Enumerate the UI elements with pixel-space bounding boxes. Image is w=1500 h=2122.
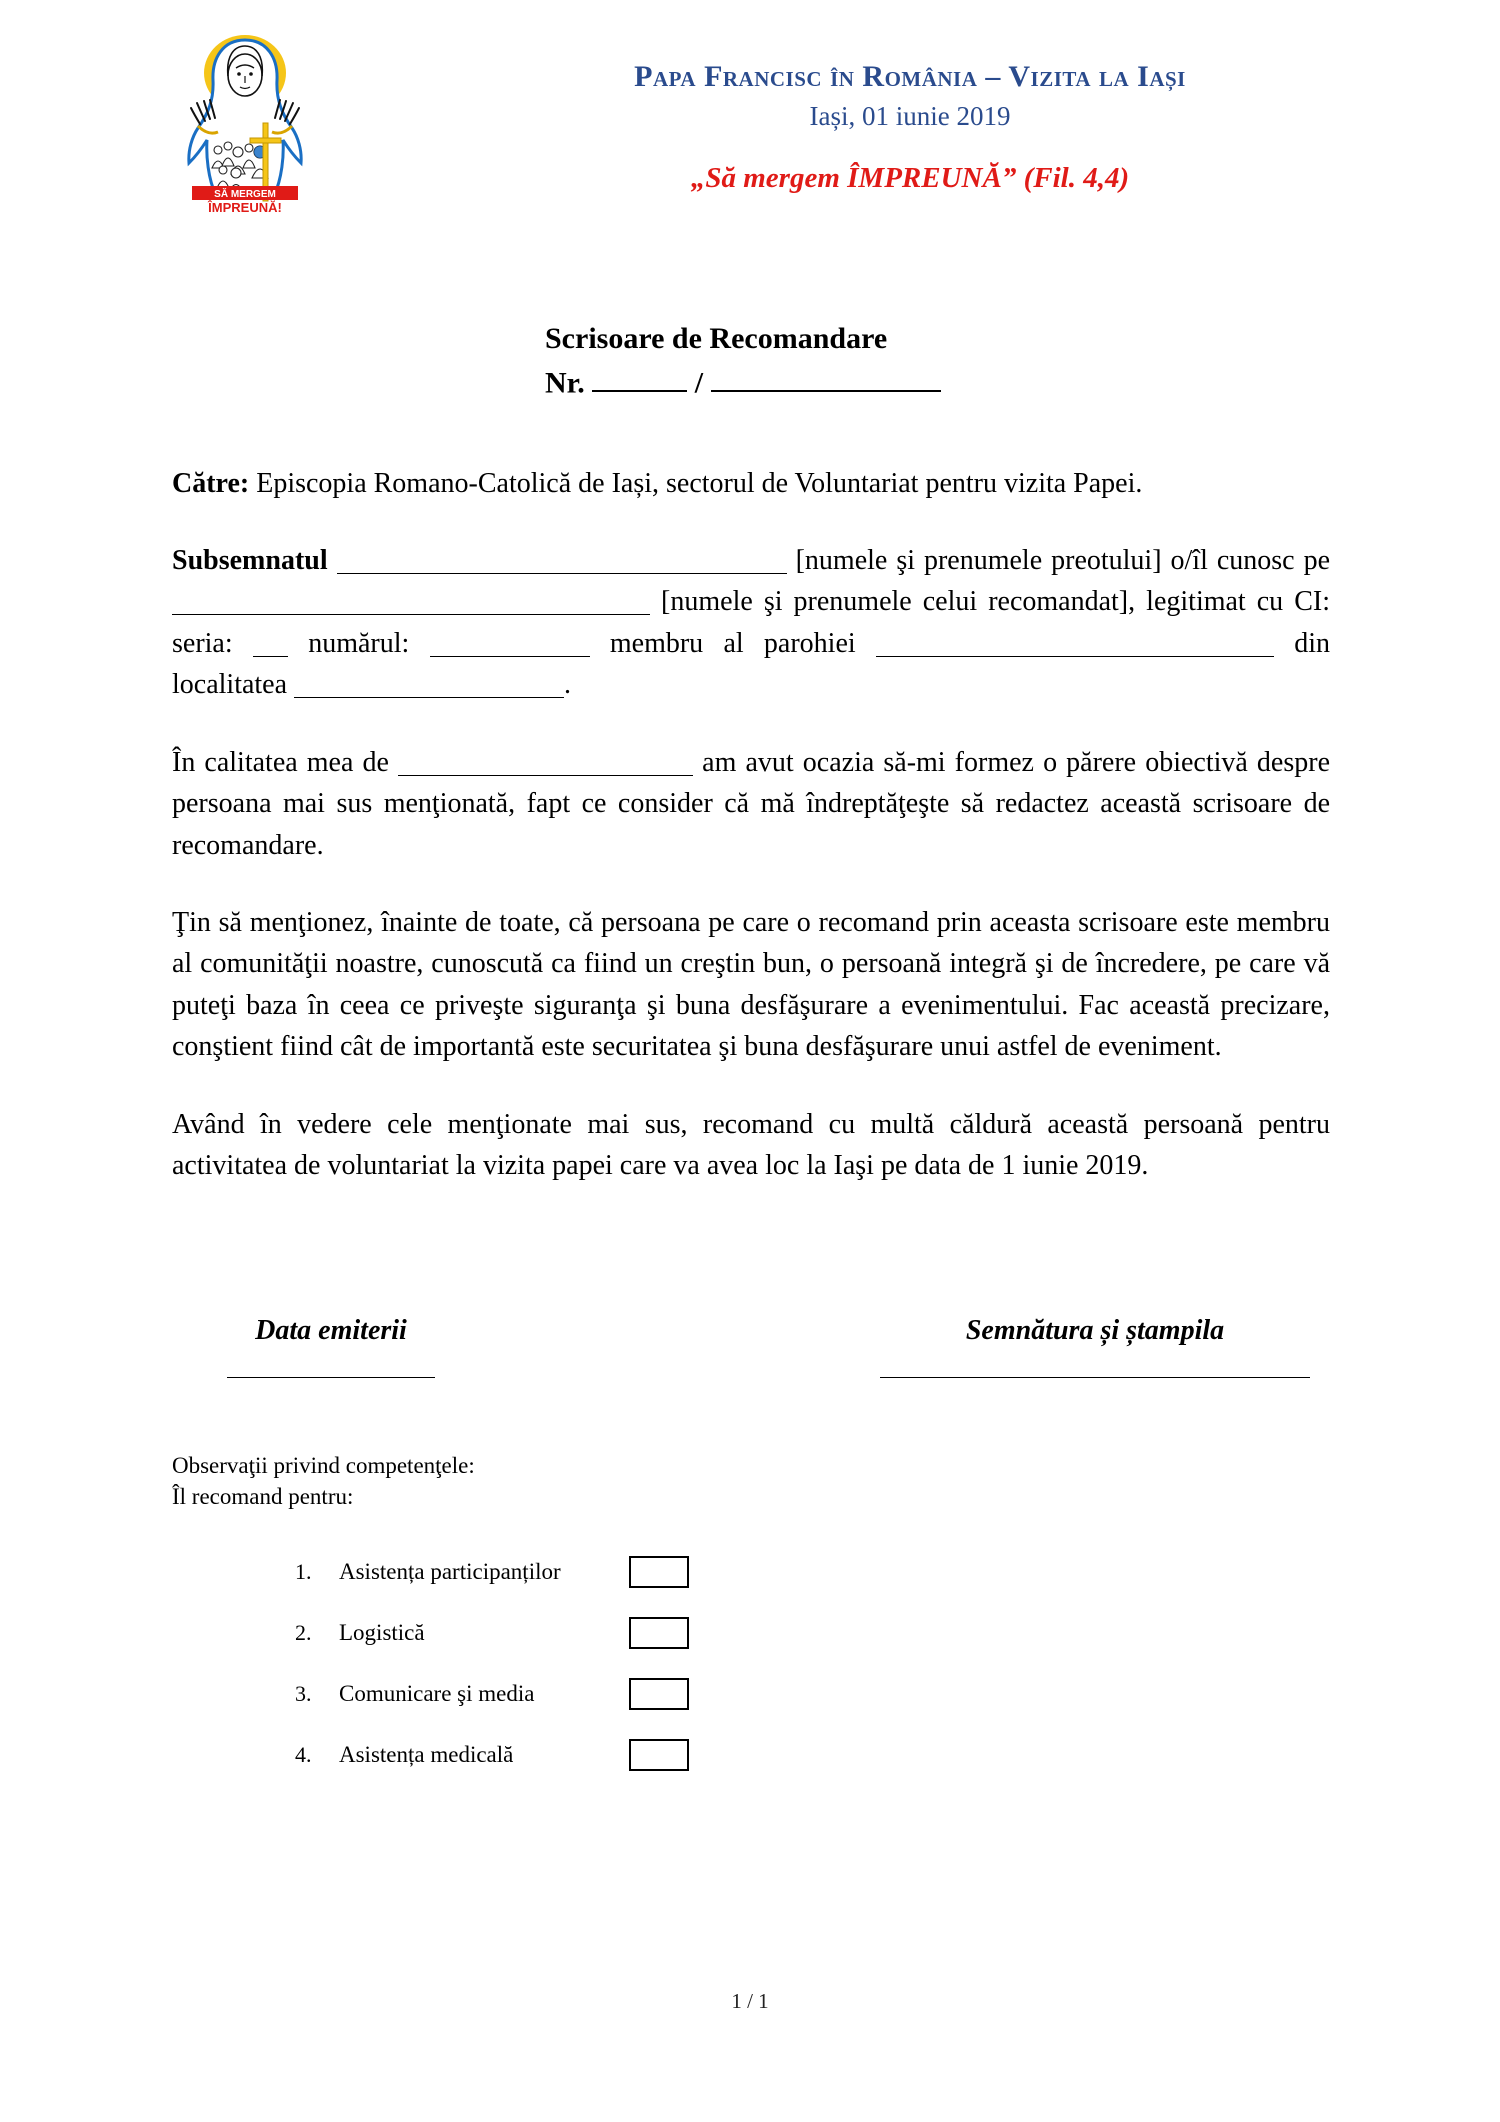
capacity-blank[interactable] [398, 748, 693, 776]
locality-blank[interactable] [294, 670, 564, 698]
priest-name-hint: [numele şi prenumele preotului] o/îl cunosc pe [795, 544, 1330, 576]
competence-list [172, 1542, 1500, 1785]
paragraph-capacity [172, 742, 1330, 866]
locality-label: din localitatea [172, 627, 1331, 701]
signature-stamp-line[interactable] [880, 1377, 1310, 1378]
header-text-block [380, 60, 1440, 195]
signature-row [0, 1315, 1500, 1378]
issue-date-label: Data emiterii [255, 1314, 407, 1346]
document-number-label: Nr. [545, 366, 585, 399]
svg-text:ÎMPREUNĂ!: ÎMPREUNĂ! [208, 200, 282, 215]
document-title-block [0, 317, 1500, 405]
paragraph-identification [172, 540, 1330, 706]
ci-series-blank[interactable] [253, 629, 288, 657]
competence-label: Asistența participanților [339, 1559, 561, 1585]
issue-date-line[interactable] [227, 1377, 435, 1378]
competence-label: Asistența medicală [339, 1742, 514, 1768]
event-title: Papa Francisc în România – Vizita la Iași [634, 60, 1186, 93]
competence-label: Logistică [339, 1620, 425, 1646]
undersigned-label: Subsemnatul [172, 544, 328, 576]
parish-label: membru al parohiei [609, 627, 856, 659]
event-motto: „Să mergem ÎMPREUNĂ” (Fil. 4,4) [690, 162, 1130, 195]
competence-checkbox[interactable] [629, 1556, 689, 1588]
list-item [287, 1725, 1500, 1785]
competence-number: 2. [295, 1619, 312, 1645]
ci-number-blank[interactable] [430, 629, 590, 657]
competence-checkbox[interactable] [629, 1617, 689, 1649]
document-number-line [545, 361, 1500, 405]
ci-number-label: numărul: [308, 627, 410, 659]
page-footer [0, 1989, 1500, 2014]
competence-checkbox[interactable] [629, 1739, 689, 1771]
competence-number: 4. [295, 1741, 312, 1767]
svg-text:SĂ MERGEM: SĂ MERGEM [214, 189, 276, 200]
document-date-blank[interactable] [711, 361, 941, 393]
document-number-blank[interactable] [592, 361, 687, 393]
observations-subtitle: Îl recomand pentru: [172, 1483, 354, 1509]
paragraph-addressee [172, 463, 1330, 504]
event-date-place: Iași, 01 iunie 2019 [809, 101, 1011, 131]
signature-stamp-label: Semnătura și ștampila [965, 1314, 1225, 1346]
addressee-text: Episcopia Romano-Catolică de Iași, sectorul de Voluntariat pentru vizita Papei. [256, 467, 1143, 499]
paragraph-character: Ţin să menţionez, înainte de toate, că persoana pe care o recomand prin aceasta scrisoare este membru al comunităţii noastre, cunoscută ca fiind un creştin bun, o persoană integră şi de încredere, pe care vă puteţi baza în ceea ce priveşte siguranţa şi buna desfăşurare a evenimentului. Fac această precizare, conştient fiind cât de importantă este securitatea şi buna desfăşurare unui astfel de eveniment. [172, 907, 1330, 1063]
competence-label: Comunicare şi media [339, 1681, 535, 1707]
event-logo-icon [168, 28, 323, 218]
observations-title: Observaţii privind competenţele: [172, 1452, 475, 1478]
page-number: 1 / 1 [731, 1989, 769, 2013]
signature-stamp-block [880, 1315, 1310, 1378]
capacity-text: am avut ocazia să-mi formez o părere obiectivă despre persoana mai sus menţionată, fapt ce consider că mă îndreptăţeşte să redactez această scrisoare de recomandare. [172, 746, 1331, 861]
document-header [0, 0, 1500, 255]
observations-block [0, 1450, 1500, 1785]
addressee-label: Către: [172, 467, 250, 499]
priest-name-blank[interactable] [337, 546, 787, 574]
document-number-separator: / [694, 366, 704, 399]
capacity-label: În calitatea mea de [172, 746, 389, 778]
recommended-name-hint: [numele şi prenumele celui recomandat], legitimat cu CI: seria: [172, 586, 1330, 659]
document-title: Scrisoare de Recomandare [545, 322, 888, 355]
issue-date-block [227, 1315, 435, 1378]
competence-number: 1. [295, 1558, 312, 1584]
competence-checkbox[interactable] [629, 1678, 689, 1710]
document-body [0, 463, 1500, 1187]
list-item [287, 1542, 1500, 1602]
list-item [287, 1603, 1500, 1663]
parish-blank[interactable] [876, 629, 1274, 657]
identification-period: . [564, 669, 572, 701]
recommended-name-blank[interactable] [172, 587, 650, 615]
paragraph-conclusion: Având în vedere cele menţionate mai sus, recomand cu multă căldură această persoană pentru activitatea de voluntariat la vizita papei care va avea loc la Iaşi pe data de 1 iunie 2019. [172, 1108, 1330, 1182]
competence-number: 3. [295, 1680, 312, 1706]
list-item [287, 1664, 1500, 1724]
